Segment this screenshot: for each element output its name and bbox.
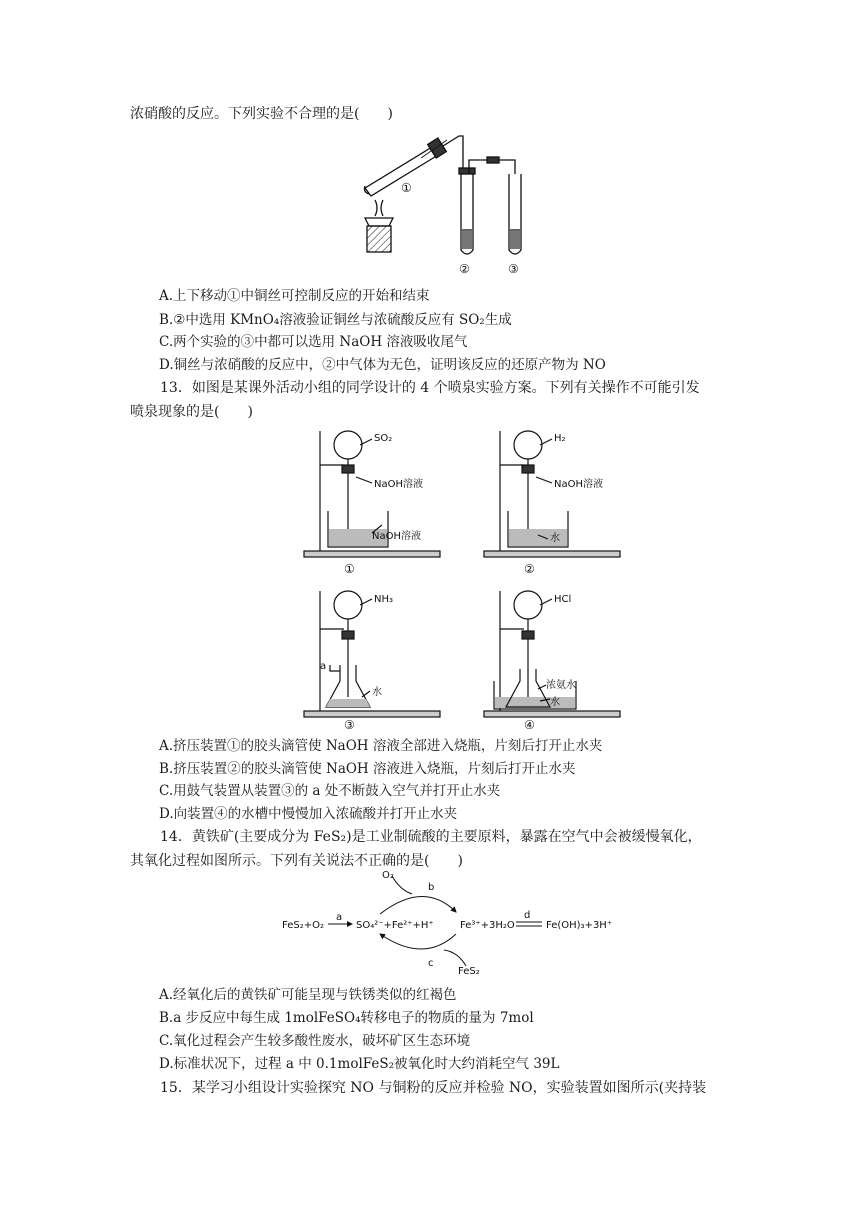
diagram-mid-products: SO₄²⁻+Fe²⁺+H⁺: [356, 920, 434, 931]
q13-fountain-figure: [300, 425, 630, 739]
diagram-fe3: Fe³⁺+3H₂O: [460, 920, 515, 931]
fig-label-3: ③: [508, 262, 519, 276]
setup3-inlet: a: [320, 661, 327, 672]
q13-stem-line1: 13．如图是某课外活动小组的同学设计的 4 个喷泉实验方案。下列有关操作不可能引发: [160, 380, 700, 396]
q13-stem-line2: 喷泉现象的是( ): [130, 404, 253, 420]
setup3-gas: NH₃: [374, 594, 394, 605]
diagram-step-d: d: [524, 910, 531, 921]
q12-option-a: A.上下移动①中铜丝可控制反应的开始和结束: [159, 288, 430, 304]
q14-option-b: B.a 步反应中每生成 1molFeSO₄转移电子的物质的量为 7mol: [159, 1010, 534, 1026]
q13-option-a: A.挤压装置①的胶头滴管使 NaOH 溶液全部进入烧瓶，片刻后打开止水夹: [159, 738, 603, 754]
setup2-liquid: 水: [550, 533, 560, 544]
q14-oxidation-diagram: [280, 868, 620, 980]
setup2-num: ②: [524, 562, 535, 576]
diagram-o2: O₂: [382, 870, 394, 881]
setup3-liquid: 水: [372, 687, 382, 698]
setup4-liquid: 水: [550, 697, 560, 708]
fig-label-2: ②: [459, 262, 470, 276]
setup1-gas: SO₂: [374, 433, 393, 444]
setup1-dropper: NaOH溶液: [374, 479, 423, 490]
fig-label-1: ①: [401, 181, 412, 195]
diagram-step-a: a: [336, 912, 343, 923]
setup4-gas: HCl: [554, 594, 572, 605]
setup1-liquid: NaOH溶液: [372, 531, 421, 542]
q12-option-d: D.铜丝与浓硝酸的反应中，②中气体为无色，证明该反应的还原产物为 NO: [159, 357, 606, 373]
diagram-product: Fe(OH)₃+3H⁺: [546, 920, 613, 931]
setup1-num: ①: [344, 562, 355, 576]
q14-option-a: A.经氧化后的黄铁矿可能呈现与铁锈类似的红褐色: [159, 987, 457, 1003]
diagram-fes2: FeS₂: [458, 966, 480, 976]
diagram-step-c: c: [428, 958, 434, 969]
setup3-num: ③: [344, 718, 355, 732]
q13-option-b: B.挤压装置②的胶头滴管使 NaOH 溶液进入烧瓶，片刻后打开止水夹: [159, 761, 576, 777]
setup4-num: ④: [524, 718, 535, 732]
q14-stem-line1: 14．黄铁矿(主要成分为 FeS₂)是工业制硫酸的主要原料，暴露在空气中会被缓慢氧化，: [160, 829, 702, 845]
q12-option-b: B.②中选用 KMnO₄溶液验证铜丝与浓硫酸反应有 SO₂生成: [159, 312, 512, 328]
setup2-gas: H₂: [554, 433, 566, 444]
q13-option-c: C.用鼓气装置从装置③的 a 处不断鼓入空气并打开止水夹: [159, 783, 501, 799]
q14-stem-line2: 其氧化过程如图所示。下列有关说法不正确的是( ): [130, 853, 463, 869]
setup2-dropper: NaOH溶液: [554, 479, 603, 490]
diagram-step-b: b: [428, 882, 435, 893]
setup4-dropper: 浓氨水: [546, 680, 576, 691]
q14-option-c: C.氧化过程会产生较多酸性废水，破坏矿区生态环境: [159, 1033, 471, 1049]
q12-apparatus-figure: [355, 130, 555, 282]
q14-option-d: D.标准状况下，过程 a 中 0.1molFeS₂被氧化时大约消耗空气 39L: [159, 1056, 560, 1072]
q15-stem-line1: 15．某学习小组设计实验探究 NO 与铜粉的反应并检验 NO，实验装置如图所示(夹持装: [160, 1080, 707, 1096]
q13-option-d: D.向装置④的水槽中慢慢加入浓硫酸并打开止水夹: [159, 806, 458, 822]
diagram-reactants: FeS₂+O₂: [282, 920, 324, 931]
q12-stem: 浓硝酸的反应。下列实验不合理的是( ): [130, 106, 393, 122]
q12-option-c: C.两个实验的③中都可以选用 NaOH 溶液吸收尾气: [159, 334, 468, 350]
